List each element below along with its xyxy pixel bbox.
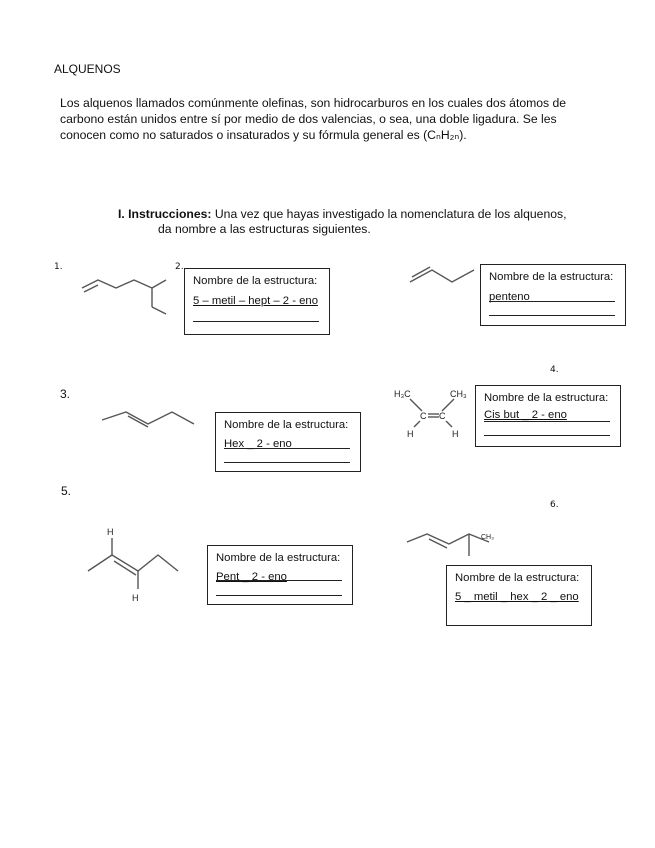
box-3-answer-line (224, 448, 350, 449)
hydrogen-right-label: H (452, 429, 459, 439)
item-number-5: 5. (61, 484, 72, 498)
item-number-6: 6. (550, 500, 559, 510)
box-4-label: Nombre de la estructura: (484, 392, 609, 404)
box-1-answer[interactable]: 5 – metil – hept – 2 - eno (193, 295, 318, 307)
box-3-answer[interactable]: Hex _ 2 - eno (224, 438, 292, 450)
item-number-2: 2. (175, 262, 184, 272)
box-3-label: Nombre de la estructura: (224, 419, 349, 431)
box-6-answer[interactable]: 5 _ metil _ hex _ 2 _ eno (455, 591, 579, 603)
box-4-blank-line (484, 435, 610, 436)
box-3-blank-line (224, 462, 350, 463)
structure-5-diagram (86, 525, 181, 605)
box-5-blank-line (216, 595, 342, 596)
box-1-blank-line (193, 321, 319, 322)
answer-box-1 (184, 268, 330, 335)
ch3-label: CH₃ (450, 389, 467, 399)
hydrogen-bottom-label: H (132, 593, 139, 603)
item-number-1: 1. (54, 262, 63, 272)
hydrogen-left-label: H (407, 429, 414, 439)
instructions-heading: I. Instrucciones: (118, 207, 212, 221)
structure-1-diagram (80, 270, 170, 320)
item-number-4: 4. (550, 365, 559, 375)
structure-2-diagram (408, 264, 478, 289)
box-2-blank-line (489, 315, 615, 316)
answer-box-6 (446, 565, 592, 626)
instructions-line1: Una vez que hayas investigado la nomenclatura de los alquenos, (214, 207, 567, 221)
structure-4-diagram (392, 385, 477, 445)
answer-box-4 (475, 385, 621, 447)
answer-box-3 (215, 412, 361, 472)
structure-3-diagram (100, 404, 200, 434)
hydrogen-top-label: H (107, 527, 114, 537)
ch3-small-label: CH₃ (481, 534, 494, 541)
intro-paragraph: Los alquenos llamados comúnmente olefinas, son hidrocarburos en los cuales dos átomos de carbono están unidos entre sí por medio de dos valencias, o sea, una doble ligadura. Se les conocen como no saturados o insaturados y su fórmula general es (CₙH₂ₙ). (60, 96, 567, 142)
box-4-answer[interactable]: Cis but _ 2 - eno (484, 409, 567, 421)
answer-box-5 (207, 545, 353, 605)
page-title: ALQUENOS (54, 62, 121, 76)
box-5-answer[interactable]: Pent _ 2 - eno (216, 571, 287, 583)
carbon-left-label: C (420, 411, 427, 421)
instructions-line2: da nombre a las estructuras siguientes. (158, 222, 371, 236)
h3c-label: H₃C (394, 389, 411, 399)
box-4-answer-line (484, 421, 610, 422)
answer-box-2 (480, 264, 626, 326)
box-1-label: Nombre de la estructura: (193, 275, 318, 287)
instructions (118, 207, 567, 237)
box-5-answer-line (216, 580, 342, 581)
box-2-answer[interactable]: penteno (489, 291, 530, 303)
carbon-right-label: C (439, 411, 446, 421)
box-2-label: Nombre de la estructura: (489, 271, 614, 283)
box-2-answer-line (489, 301, 615, 302)
item-number-3: 3. (60, 387, 71, 401)
box-5-label: Nombre de la estructura: (216, 552, 341, 564)
box-6-label: Nombre de la estructura: (455, 572, 580, 584)
